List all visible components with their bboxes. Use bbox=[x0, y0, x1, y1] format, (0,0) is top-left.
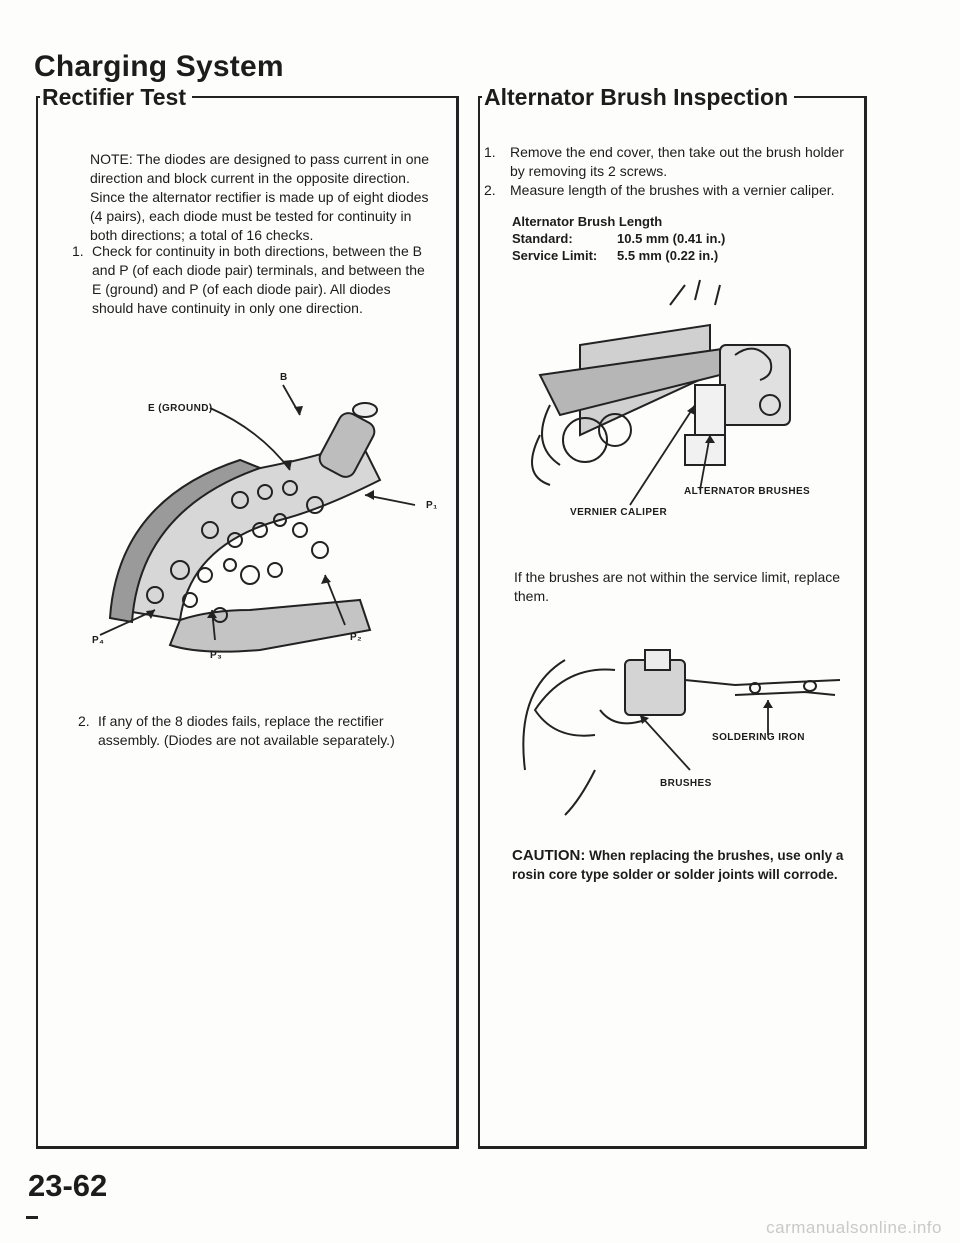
label-e-ground: E (GROUND) bbox=[148, 403, 213, 414]
brush-limit-text: If the brushes are not within the service limit, replace them. bbox=[514, 569, 841, 604]
page-number: 23-62 bbox=[28, 1168, 108, 1203]
brush-step2-text: Measure length of the brushes with a vernier caliper. bbox=[510, 182, 835, 198]
label-vernier-caliper: VERNIER CALIPER bbox=[570, 507, 668, 518]
brush-step2-number: 2. bbox=[484, 182, 496, 198]
page-title: Charging System bbox=[34, 50, 284, 83]
label-b-terminal: B bbox=[280, 372, 288, 383]
caution-block bbox=[512, 846, 857, 884]
rectifier-step1-text: Check for continuity in both directions, between the B and P (of each diode pair) terminals, and between the E (ground) and P (of each diode pair). All diodes should have continuity in only one direction. bbox=[92, 243, 425, 316]
label-p4: P₄ bbox=[92, 635, 105, 646]
rectifier-diagram bbox=[60, 360, 440, 690]
spec-limit-value: 5.5 mm (0.22 in.) bbox=[617, 248, 719, 263]
label-p2: P₂ bbox=[350, 632, 362, 643]
rectifier-test-title: Rectifier Test bbox=[40, 84, 192, 111]
page-corner-mark bbox=[26, 1216, 38, 1219]
brush-step1-number: 1. bbox=[484, 144, 496, 160]
brush-inspection-title: Alternator Brush Inspection bbox=[482, 84, 794, 111]
label-alternator-brushes: ALTERNATOR BRUSHES bbox=[684, 486, 811, 497]
rectifier-step2-number: 2. bbox=[78, 713, 90, 729]
label-soldering-iron: SOLDERING IRON bbox=[712, 732, 805, 743]
rectifier-step2-text: If any of the 8 diodes fails, replace the rectifier assembly. (Diodes are not available separately.) bbox=[98, 713, 395, 748]
label-p1: P₁ bbox=[426, 500, 438, 511]
spec-limit-label: Service Limit: bbox=[512, 248, 598, 263]
rectifier-step1-number: 1. bbox=[72, 243, 84, 259]
spec-standard-value: 10.5 mm (0.41 in.) bbox=[617, 231, 726, 246]
caution-text: When replacing the brushes, use only a rosin core type solder or solder joints will corrode. bbox=[512, 848, 844, 882]
label-p3: P₃ bbox=[210, 650, 223, 661]
watermark: carmanualsonline.info bbox=[766, 1218, 942, 1237]
spec-standard-label: Standard: bbox=[512, 231, 573, 246]
caliper-diagram bbox=[520, 285, 840, 505]
brush-step1-text: Remove the end cover, then take out the brush holder by removing its 2 screws. bbox=[510, 144, 844, 179]
rectifier-note: NOTE: The diodes are designed to pass current in one direction and block current in the opposite direction. Since the alternator rectifier is made up of eight diodes (4 pairs), each diode must be tested for continuity in both directions; a total of 16 checks. bbox=[90, 151, 430, 243]
label-brushes: BRUSHES bbox=[660, 778, 712, 789]
caution-label: CAUTION: bbox=[512, 847, 586, 864]
spec-title: Alternator Brush Length bbox=[512, 214, 663, 229]
